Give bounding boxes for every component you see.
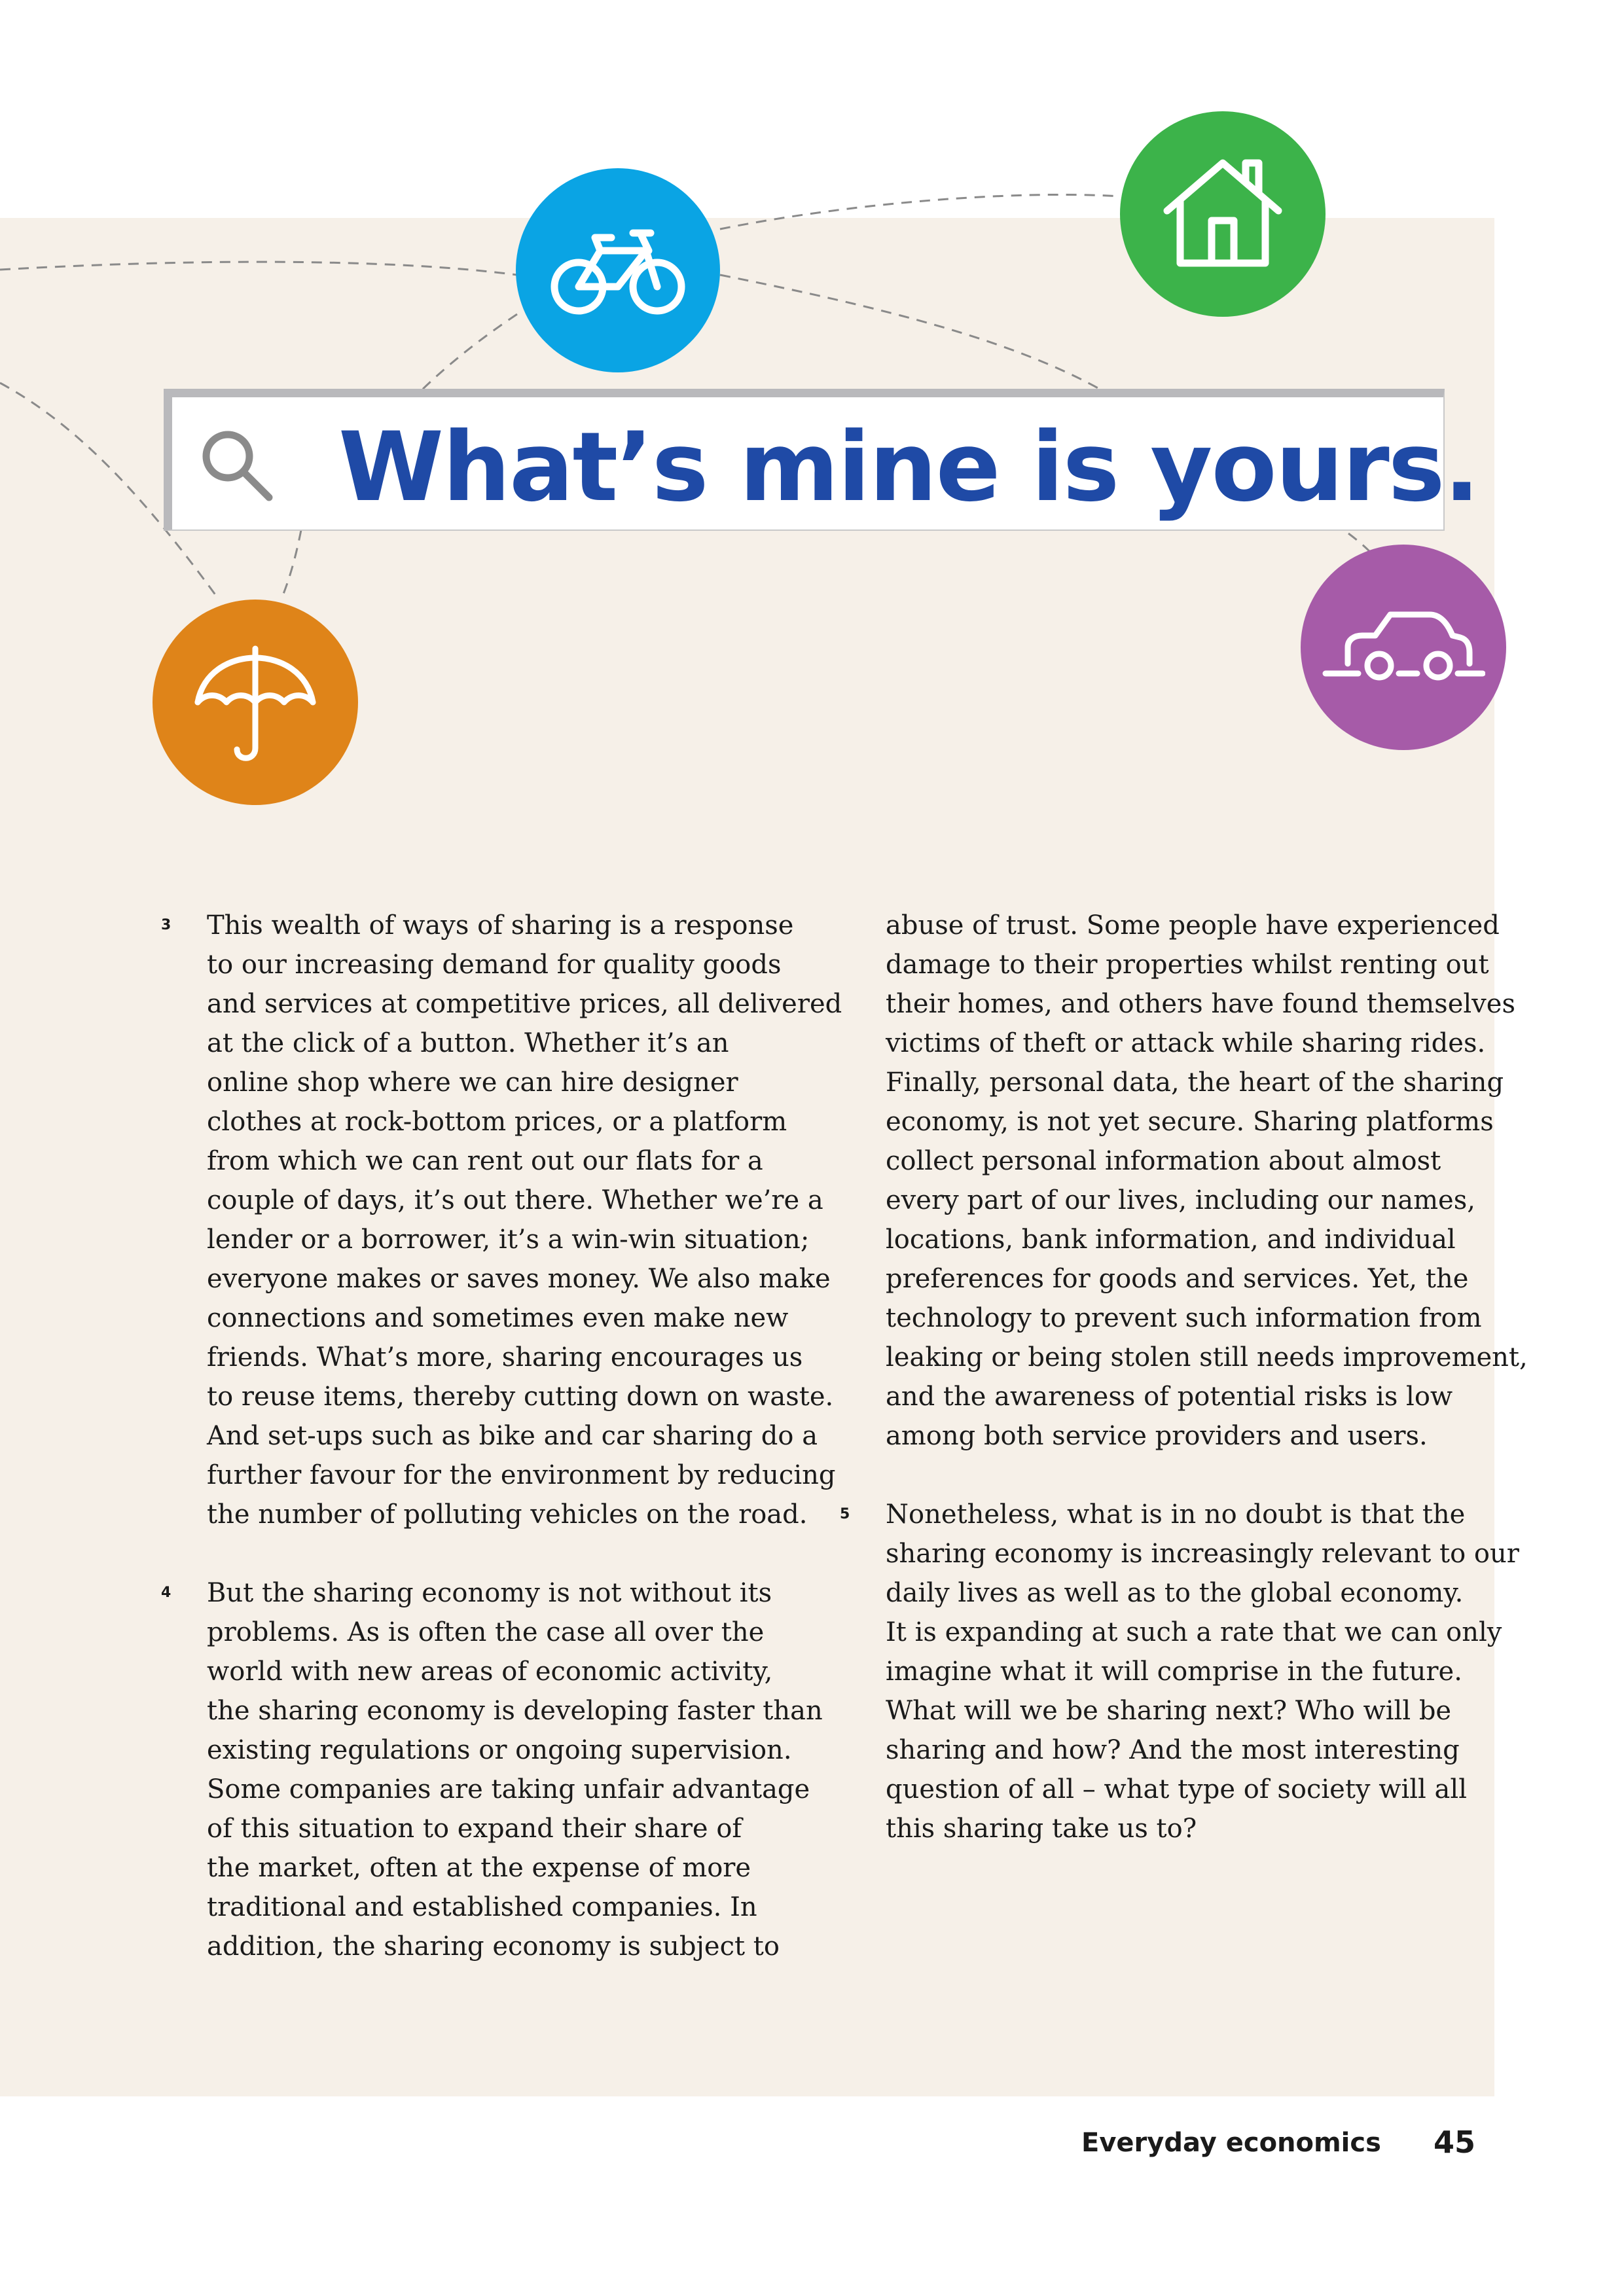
text-line: among both service providers and users. [886, 1421, 1428, 1451]
text-column-left [161, 906, 842, 2005]
text-line: from which we can rent out our flats for a [207, 1146, 763, 1176]
page-number: 45 [1434, 2125, 1476, 2160]
paragraph-number: 5 [840, 1506, 850, 1522]
text-line: friends. What’s more, sharing encourages us [207, 1342, 803, 1372]
text-line: damage to their properties whilst renting out [886, 950, 1489, 980]
text-line: Some companies are taking unfair advantage [207, 1774, 810, 1804]
text-line: this sharing take us to? [886, 1814, 1197, 1844]
text-line: existing regulations or ongoing supervision. [207, 1735, 792, 1765]
text-line: at the click of a button. Whether it’s an [207, 1028, 729, 1058]
text-line: the number of polluting vehicles on the road. [207, 1499, 808, 1530]
text-line: But the sharing economy is not without its [207, 1578, 772, 1608]
text-line: everyone makes or saves money. We also make [207, 1264, 831, 1294]
search-icon [198, 427, 277, 505]
text-line: connections and sometimes even make new [207, 1303, 789, 1333]
text-line: It is expanding at such a rate that we can only [886, 1617, 1502, 1647]
text-line: and the awareness of potential risks is low [886, 1382, 1453, 1412]
text-line: further favour for the environment by reducing [207, 1460, 836, 1490]
text-line: sharing and how? And the most interesting [886, 1735, 1460, 1765]
text-line: technology to prevent such information from [886, 1303, 1482, 1333]
text-line: world with new areas of economic activity, [207, 1657, 773, 1687]
text-line: and services at competitive prices, all delivered [207, 989, 842, 1019]
footer-section-label: Everyday economics [1081, 2128, 1381, 2158]
text-line: What will we be sharing next? Who will be [886, 1696, 1452, 1726]
text-line: the market, often at the expense of more [207, 1853, 751, 1883]
paragraph-number: 3 [161, 917, 171, 933]
text-line: addition, the sharing economy is subject to [207, 1931, 780, 1962]
house-circle [1120, 111, 1326, 317]
text-line: This wealth of ways of sharing is a response [207, 910, 794, 941]
text-line: traditional and established companies. In [207, 1892, 757, 1922]
text-line: couple of days, it’s out there. Whether we’re a [207, 1185, 823, 1215]
text-line: lender or a borrower, it’s a win-win situation; [207, 1225, 810, 1255]
text-line: leaking or being stolen still needs improvement, [886, 1342, 1528, 1372]
text-line: preferences for goods and services. Yet, the [886, 1264, 1469, 1294]
paragraph-4 [161, 1573, 823, 1966]
house-icon [1161, 155, 1285, 273]
paragraph-4-continued [886, 906, 1528, 1456]
text-line: their homes, and others have found themselves [886, 989, 1515, 1019]
text-line: of this situation to expand their share of [207, 1814, 742, 1844]
text-line: locations, bank information, and individual [886, 1225, 1456, 1255]
text-line: victims of theft or attack while sharing rides. [886, 1028, 1486, 1058]
text-column-right [840, 906, 1528, 1888]
text-line: And set-ups such as bike and car sharing do a [207, 1421, 818, 1451]
paragraph-3 [161, 906, 842, 1534]
text-line: abuse of trust. Some people have experienced [886, 910, 1500, 941]
car-circle [1301, 545, 1506, 750]
text-line: Nonetheless, what is in no doubt is that the [886, 1499, 1466, 1530]
text-line: Finally, personal data, the heart of the sharing [886, 1067, 1504, 1098]
page-title: What’s mine is yours. [338, 412, 1479, 523]
text-line: imagine what it will comprise in the future. [886, 1657, 1462, 1687]
text-line: sharing economy is increasingly relevant to our [886, 1539, 1519, 1569]
text-line: problems. As is often the case all over the [207, 1617, 765, 1647]
text-line: the sharing economy is developing faster than [207, 1696, 823, 1726]
text-line: clothes at rock-bottom prices, or a platform [207, 1107, 787, 1137]
text-line: collect personal information about almost [886, 1146, 1441, 1176]
text-line: daily lives as well as to the global economy. [886, 1578, 1464, 1608]
paragraph-5 [840, 1495, 1519, 1848]
bicycle-circle [516, 168, 720, 372]
text-line: online shop where we can hire designer [207, 1067, 738, 1098]
search-bar [164, 389, 1479, 531]
paragraph-number: 4 [161, 1585, 171, 1601]
umbrella-circle [153, 600, 358, 805]
text-line: to reuse items, thereby cutting down on waste. [207, 1382, 834, 1412]
text-line: question of all – what type of society will all [886, 1774, 1467, 1804]
bicycle-icon [549, 221, 687, 319]
umbrella-icon [190, 637, 321, 768]
text-line: every part of our lives, including our names, [886, 1185, 1475, 1215]
car-icon [1322, 601, 1485, 693]
text-line: economy, is not yet secure. Sharing platforms [886, 1107, 1494, 1137]
text-line: to our increasing demand for quality goods [207, 950, 782, 980]
